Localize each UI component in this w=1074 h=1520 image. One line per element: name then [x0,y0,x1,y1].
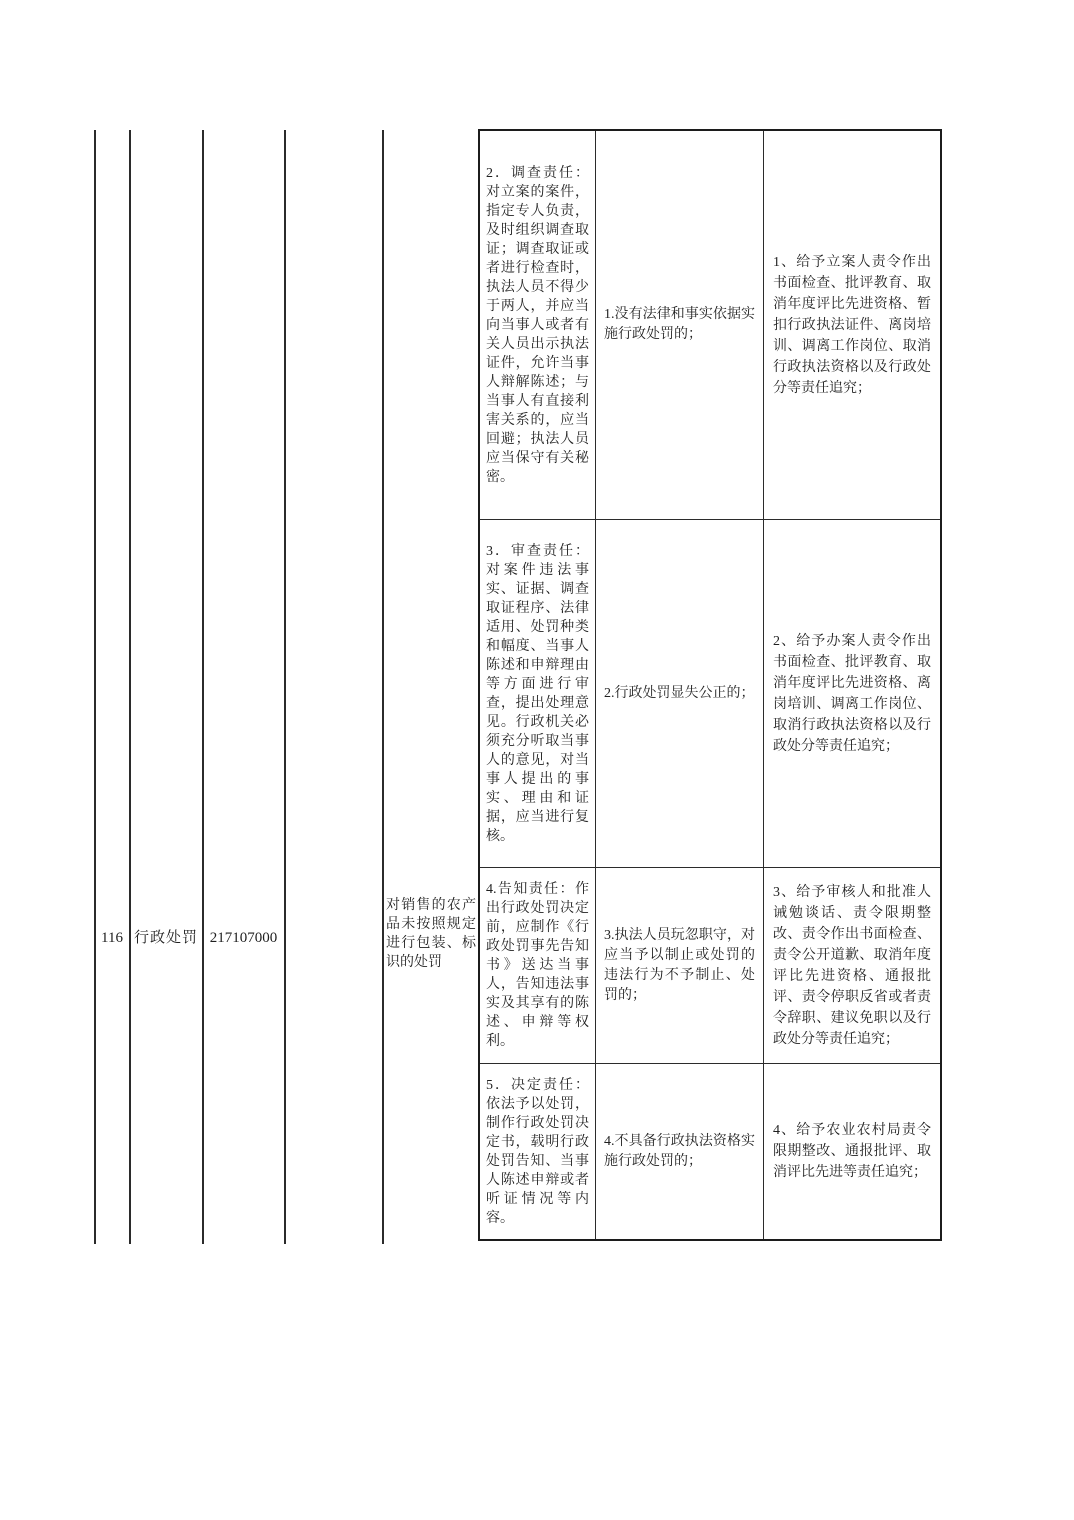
serial-number-cell: 116 [101,930,123,946]
duty-cell-row-3 [480,868,596,1064]
duty-text-row-4: 5．决定责任：依法予以处罚，制作行政处罚决定书，载明行政处罚告知、当事人陈述申辩或者听证情况等内容。 [486,1077,589,1226]
accountability-cell-row-1 [764,131,940,520]
violation-text-row-1: 1.没有法律和事实依据实施行政处罚的； [604,307,755,342]
duty-cell-row-4 [480,1064,596,1239]
accountability-cell-row-3 [764,868,940,1064]
responsibility-table [478,129,942,1241]
accountability-text-row-3: 3、给予审核人和批准人诫勉谈话、责令限期整改、责令作出书面检查、责令公开道歉、取消年度评比先进资格、通报批评、责令停职反省或者责令辞职、建议免职以及行政处分等责任追究； [773,884,931,1047]
accountability-text-row-1: 1、给予立案人责令作出书面检查、批评教育、取消年度评比先进资格、暂扣行政执法证件、离岗培训、调离工作岗位、取消行政执法资格以及行政处分等责任追究； [773,254,931,396]
power-type-cell: 行政处罚 [133,930,198,946]
violation-cell-row-1 [596,131,764,520]
violation-text-row-2: 2.行政处罚显失公正的； [604,685,755,701]
grid-line-power-type-right [202,130,204,1244]
grid-line-serial-left [94,130,96,1244]
violation-text-row-4: 4.不具备行政执法资格实施行政处罚的； [604,1133,755,1169]
power-code-cell: 217107000 [209,930,278,946]
duty-text-row-3: 4.告知责任：作出行政处罚决定前，应制作《行政处罚事先告知书》送达当事人，告知违法事实及其享有的陈述、申辩等权利。 [486,882,589,1049]
accountability-text-row-2: 2、给予办案人责令作出书面检查、批评教育、取消年度评比先进资格、离岗培训、调离工作岗位、取消行政执法资格以及行政处分等责任追究； [773,633,931,754]
accountability-text-row-4: 4、给予农业农村局责令限期整改、通报批评、取消评比先进等责任追究； [773,1123,931,1180]
violation-cell-row-2 [596,520,764,868]
duty-text-row-2: 3．审查责任：对案件违法事实、证据、调查取证程序、法律适用、处罚种类和幅度、当事人陈述和申辩理由等方面进行审查，提出处理意见。行政机关必须充分听取当事人的意见，对当事人提出的事实、理由和证据，应当进行复核。 [486,543,589,844]
violation-cell-row-3 [596,868,764,1064]
matter-name-cell: 对销售的农产品未按照规定进行包装、标识的处罚 [386,898,476,970]
grid-line-power-code-right [284,130,286,1244]
duty-cell-row-1 [480,131,596,520]
violation-cell-row-4 [596,1064,764,1239]
grid-line-serial-right [129,130,131,1244]
accountability-cell-row-2 [764,520,940,868]
duty-cell-row-2 [480,520,596,868]
grid-line-blank-col-right [382,130,384,1244]
duty-text-row-1: 2．调查责任：对立案的案件，指定专人负责，及时组织调查取证；调查取证或者进行检查时，执法人员不得少于两人，并应当向当事人或者有关人员出示执法证件，允许当事人辩解陈述；与当事人有直接利害关系的，应当回避；执法人员应当保守有关秘密。 [486,165,589,485]
violation-text-row-3: 3.执法人员玩忽职守，对应当予以制止或处罚的违法行为不予制止、处罚的； [604,927,755,1003]
accountability-cell-row-4 [764,1064,940,1239]
